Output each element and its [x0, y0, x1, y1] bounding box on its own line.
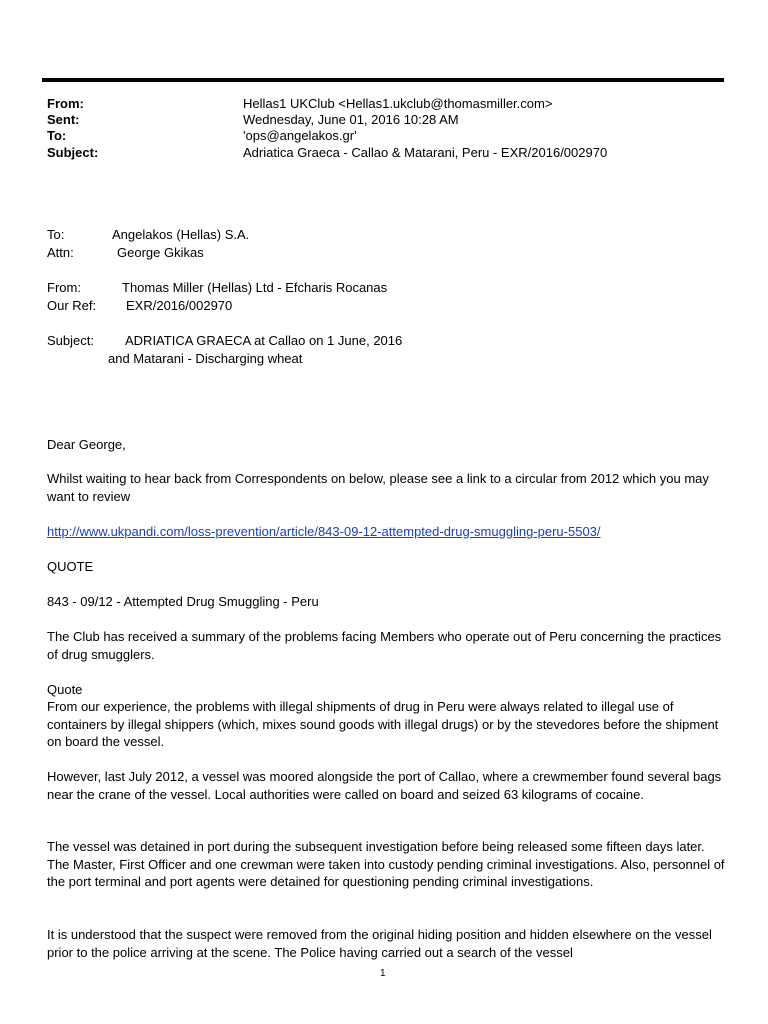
circular-title: 843 - 09/12 - Attempted Drug Smuggling - Peru: [47, 594, 319, 609]
memo-subject-label: Subject:: [47, 333, 94, 348]
memo-from-label: From:: [47, 280, 81, 295]
circular-link[interactable]: http://www.ukpandi.com/loss-prevention/article/843-09-12-attempted-drug-smuggling-peru-5503/: [47, 524, 601, 539]
to-label: To:: [47, 128, 67, 143]
memo-to-value: Angelakos (Hellas) S.A.: [112, 227, 250, 242]
from-value: Hellas1 UKClub <Hellas1.ukclub@thomasmiller.com>: [243, 96, 553, 111]
memo-from-value: Thomas Miller (Hellas) Ltd - Efcharis Rocanas: [122, 280, 388, 295]
paragraph-4: The vessel was detained in port during the subsequent investigation before being released some fifteen days later. The Master, First Officer and one crewman were taken into custody pending criminal investigations. Also, personnel of the port terminal and port agents were detained for questioning pending criminal investigations.: [47, 839, 725, 889]
quote-marker: QUOTE: [47, 559, 94, 574]
memo-subject-line1: ADRIATICA GRAECA at Callao on 1 June, 2016: [125, 333, 403, 348]
paragraph-2: From our experience, the problems with illegal shipments of drug in Peru were always related to illegal use of containers by illegal shippers (which, mixes sound goods with illegal drugs) or by the stevedores before the shipment on board the vessel.: [47, 699, 719, 749]
memo-to-label: To:: [47, 227, 65, 242]
paragraph-5: It is understood that the suspect were removed from the original hiding position and hidden elsewhere on the vessel prior to the police arriving at the scene. The Police having carried out a search of the vessel: [47, 927, 712, 960]
memo-attn-label: Attn:: [47, 245, 74, 260]
intro-paragraph: Whilst waiting to hear back from Correspondents on below, please see a link to a circular from 2012 which you may want to review: [47, 471, 709, 504]
quote-label: Quote: [47, 682, 83, 697]
from-label: From:: [47, 96, 84, 111]
to-value: 'ops@angelakos.gr': [243, 128, 357, 143]
greeting: Dear George,: [47, 437, 126, 452]
memo-attn-value: George Gkikas: [117, 245, 204, 260]
page-number: 1: [380, 968, 386, 979]
memo-ref-value: EXR/2016/002970: [126, 298, 233, 313]
link-line: [47, 523, 727, 541]
sent-label: Sent:: [47, 112, 80, 127]
memo-ref-label: Our Ref:: [47, 298, 97, 313]
header-rule: [42, 78, 724, 82]
sent-value: Wednesday, June 01, 2016 10:28 AM: [243, 112, 459, 127]
subject-label: Subject:: [47, 145, 99, 160]
memo-subject-line2: and Matarani - Discharging wheat: [108, 351, 303, 366]
subject-value: Adriatica Graeca - Callao & Matarani, Peru - EXR/2016/002970: [243, 145, 608, 160]
paragraph-3: However, last July 2012, a vessel was moored alongside the port of Callao, where a crewmember found several bags near the crane of the vessel. Local authorities were called on board and seized 63 kilograms of cocaine.: [47, 769, 722, 802]
paragraph-1: The Club has received a summary of the problems facing Members who operate out of Peru concerning the practices of drug smugglers.: [47, 629, 722, 662]
